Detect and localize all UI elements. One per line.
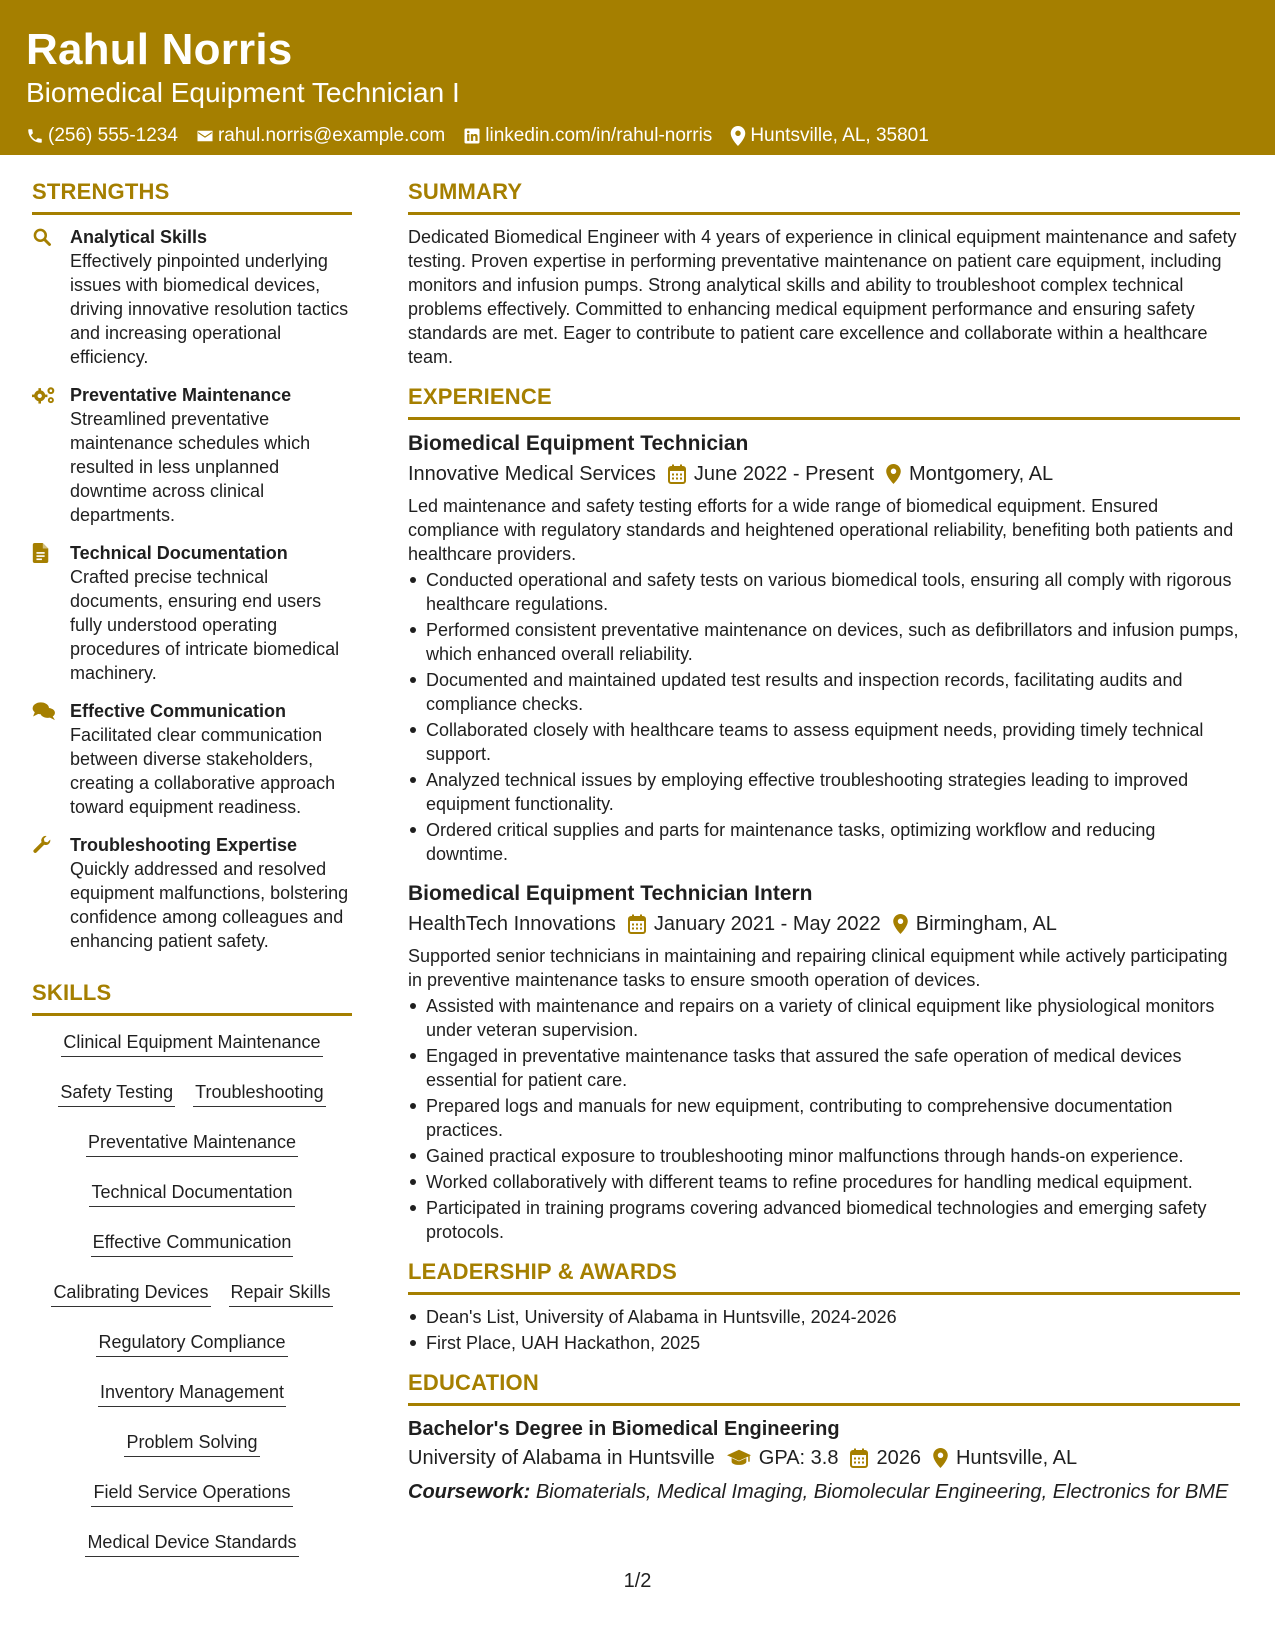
education-meta — [408, 1444, 1240, 1472]
leadership-list — [408, 1305, 1240, 1355]
coursework — [408, 1478, 1240, 1506]
calendar-icon — [628, 914, 646, 934]
contact-email[interactable] — [196, 124, 445, 148]
job-entry — [408, 430, 1240, 866]
school-location: Huntsville, AL — [955, 1447, 1078, 1469]
coursework-list: Biomaterials, Medical Imaging, Biomolecular Engineering, Electronics for BME — [535, 1481, 1229, 1503]
strength-desc: Quickly addressed and resolved equipment malfunctions, bolstering confidence among colleagues and enhancing patient safety. — [70, 859, 349, 951]
job-description: Supported senior technicians in maintaining and repairing clinical equipment while actively participating in preventive maintenance tasks to ensure smooth operation of devices. — [408, 946, 1228, 990]
summary-section — [408, 178, 1240, 369]
strength-desc: Streamlined preventative maintenance schedules which resulted in less unplanned downtime across clinical departments. — [70, 409, 311, 525]
contact-location — [730, 124, 929, 148]
skill-tag: Effective Communication — [91, 1226, 294, 1257]
strength-item — [32, 383, 352, 527]
strength-desc: Facilitated clear communication between diverse stakeholders, creating a collaborative approach toward equipment readiness. — [70, 725, 336, 817]
skill-tag: Clinical Equipment Maintenance — [61, 1026, 322, 1057]
skill-tag: Problem Solving — [124, 1426, 259, 1457]
skill-tag: Field Service Operations — [91, 1476, 292, 1507]
job-location: Birmingham, AL — [915, 913, 1057, 935]
job-meta — [408, 460, 1240, 488]
gears-icon — [32, 385, 56, 405]
list-item: Prepared logs and manuals for new equipment, contributing to comprehensive documentation practices. — [408, 1094, 1240, 1142]
job-dates: January 2021 - May 2022 — [653, 913, 881, 935]
job-description: Led maintenance and safety testing efforts for a wide range of biomedical equipment. Ensured compliance with regulatory standards and heightened operational reliability, benefiting both patients and healthcare providers. — [408, 496, 1234, 564]
strength-desc: Crafted precise technical documents, ensuring end users fully understood operating procedures of intricate biomedical machinery. — [70, 567, 340, 683]
phone-text: (256) 555-1234 — [48, 125, 178, 146]
envelope-icon — [196, 127, 214, 145]
skills-list — [32, 1026, 352, 1576]
document-icon — [32, 543, 50, 563]
strength-desc: Effectively pinpointed underlying issues with biomedical devices, driving innovative resolution tactics and increasing operational efficiency. — [70, 251, 349, 367]
summary-heading: SUMMARY — [408, 178, 1240, 215]
list-item: Performed consistent preventative maintenance on devices, such as defibrillators and infusion pumps, which enhanced overall reliability. — [408, 618, 1240, 666]
graduation-cap-icon — [727, 1449, 751, 1467]
skill-tag: Safety Testing — [58, 1076, 175, 1107]
list-item: Assisted with maintenance and repairs on a variety of clinical equipment like physiological monitors under veteran supervision. — [408, 994, 1240, 1042]
job-title: Biomedical Equipment Technician Intern — [408, 882, 813, 905]
strength-name: Analytical Skills — [70, 227, 208, 247]
list-item: Worked collaboratively with different teams to refine procedures for handling medical equipment. — [408, 1170, 1240, 1194]
job-bullets — [408, 568, 1240, 866]
list-item: First Place, UAH Hackathon, 2025 — [408, 1331, 1240, 1355]
strength-item — [32, 699, 352, 819]
left-column — [32, 178, 352, 1576]
job-bullets — [408, 994, 1240, 1244]
skill-tag: Repair Skills — [229, 1276, 333, 1307]
coursework-label: Coursework: — [408, 1481, 531, 1503]
strength-name: Technical Documentation — [70, 543, 288, 563]
list-item: Participated in training programs covering advanced biomedical technologies and emerging safety protocols. — [408, 1196, 1240, 1244]
degree-title: Bachelor's Degree in Biomedical Engineering — [408, 1418, 840, 1440]
list-item: Analyzed technical issues by employing effective troubleshooting strategies leading to improved equipment functionality. — [408, 768, 1240, 816]
right-column — [408, 178, 1240, 1520]
skill-tag: Troubleshooting — [193, 1076, 325, 1107]
strength-item — [32, 833, 352, 953]
leadership-heading: LEADERSHIP & AWARDS — [408, 1258, 1240, 1295]
strength-name: Preventative Maintenance — [70, 385, 292, 405]
linkedin-text: linkedin.com/in/rahul-norris — [485, 125, 713, 146]
strength-item — [32, 225, 352, 369]
leadership-section — [408, 1258, 1240, 1355]
strength-item — [32, 541, 352, 685]
gpa-text: GPA: 3.8 — [758, 1447, 839, 1469]
graduation-year: 2026 — [876, 1447, 921, 1469]
job-company: Innovative Medical Services — [408, 463, 656, 485]
list-item: Ordered critical supplies and parts for maintenance tasks, optimizing workflow and reducing downtime. — [408, 818, 1240, 866]
list-item: Documented and maintained updated test results and inspection records, facilitating audits and compliance checks. — [408, 668, 1240, 716]
job-meta — [408, 910, 1240, 938]
resume-header — [0, 0, 1275, 155]
strengths-heading: STRENGTHS — [32, 178, 352, 215]
skill-tag: Calibrating Devices — [51, 1276, 210, 1307]
strength-name: Troubleshooting Expertise — [70, 835, 298, 855]
wrench-icon — [32, 835, 52, 855]
job-title: Biomedical Equipment Technician — [408, 432, 749, 455]
search-icon — [32, 227, 52, 247]
contact-bar — [26, 124, 1249, 148]
contact-phone[interactable] — [26, 124, 178, 148]
experience-section — [408, 383, 1240, 1244]
map-marker-icon — [886, 464, 901, 484]
skill-tag: Technical Documentation — [89, 1176, 294, 1207]
list-item: Conducted operational and safety tests on various biomedical tools, ensuring all comply with rigorous healthcare regulations. — [408, 568, 1240, 616]
map-marker-icon — [933, 1448, 948, 1468]
education-section — [408, 1369, 1240, 1506]
skill-tag: Medical Device Standards — [85, 1526, 298, 1557]
job-entry — [408, 880, 1240, 1244]
experience-heading: EXPERIENCE — [408, 383, 1240, 420]
candidate-title: Biomedical Equipment Technician I — [26, 77, 460, 108]
map-marker-icon — [730, 126, 746, 146]
contact-linkedin[interactable] — [463, 124, 712, 148]
school-name: University of Alabama in Huntsville — [408, 1447, 715, 1469]
list-item: Dean's List, University of Alabama in Huntsville, 2024-2026 — [408, 1305, 1240, 1329]
calendar-icon — [668, 464, 686, 484]
page-number: 1/2 — [623, 1570, 652, 1592]
skills-heading: SKILLS — [32, 979, 352, 1016]
job-location: Montgomery, AL — [909, 463, 1054, 485]
email-text: rahul.norris@example.com — [217, 125, 446, 146]
list-item: Engaged in preventative maintenance tasks that assured the safe operation of medical devices essential for patient care. — [408, 1044, 1240, 1092]
phone-icon — [26, 127, 44, 145]
linkedin-icon — [463, 127, 481, 145]
candidate-name: Rahul Norris — [26, 25, 293, 74]
list-item: Collaborated closely with healthcare teams to assess equipment needs, providing timely technical support. — [408, 718, 1240, 766]
comments-icon — [32, 701, 56, 721]
strength-name: Effective Communication — [70, 701, 287, 721]
map-marker-icon — [893, 914, 908, 934]
skill-tag: Regulatory Compliance — [96, 1326, 287, 1357]
skill-tag: Preventative Maintenance — [86, 1126, 298, 1157]
job-dates: June 2022 - Present — [693, 463, 875, 485]
job-company: HealthTech Innovations — [408, 913, 616, 935]
calendar-icon — [850, 1448, 868, 1468]
location-text: Huntsville, AL, 35801 — [750, 125, 929, 146]
skill-tag: Inventory Management — [98, 1376, 286, 1407]
list-item: Gained practical exposure to troubleshooting minor malfunctions through hands-on experience. — [408, 1144, 1240, 1168]
summary-text: Dedicated Biomedical Engineer with 4 years of experience in clinical equipment maintenance and safety testing. Proven expertise in performing preventative maintenance on patient care equipment, including monitors and infusion pumps. Strong analytical skills and ability to troubleshoot complex technical problems effectively. Committed to enhancing medical equipment performance and ensuring safety standards are met. Eager to contribute to patient care excellence and collaborate within a healthcare team. — [408, 227, 1237, 367]
education-heading: EDUCATION — [408, 1369, 1240, 1406]
